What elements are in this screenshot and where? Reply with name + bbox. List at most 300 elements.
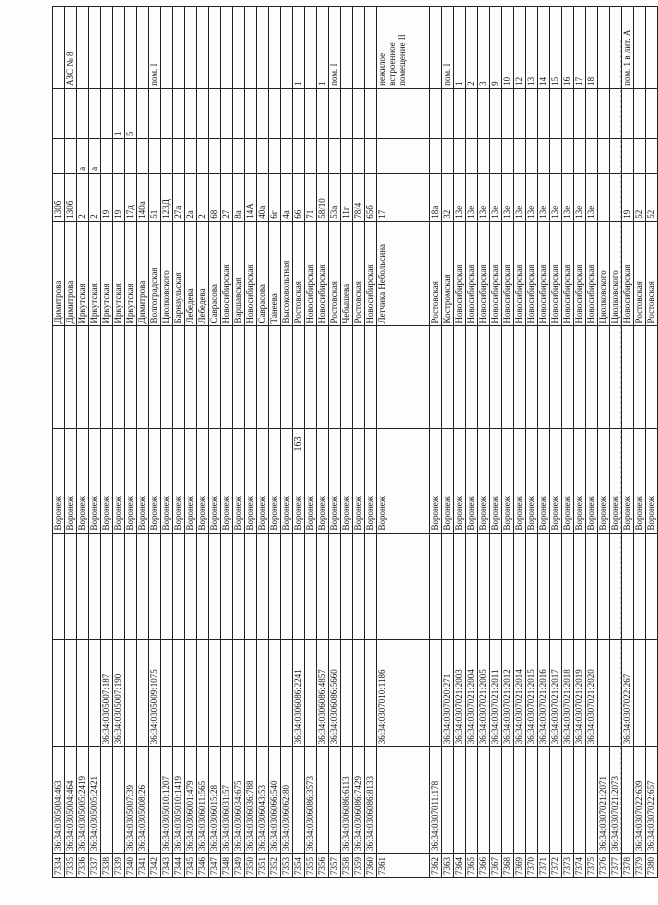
row-number: 7363 <box>442 854 454 878</box>
cadastral-number <box>574 747 586 854</box>
cadastral-number-premise: 36:34:0307021:2014 <box>514 640 526 747</box>
city-cell: Воронеж <box>514 428 526 533</box>
cadastral-number <box>550 747 562 854</box>
note-cell: 12 <box>514 7 526 89</box>
street-cell: Ростовская <box>634 221 646 326</box>
city-cell: Воронеж <box>365 428 377 533</box>
cadastral-number-premise: 36:34:0307020:271 <box>442 640 454 747</box>
cadastral-number <box>466 747 478 854</box>
city-cell: Воронеж <box>550 428 562 533</box>
table-row <box>293 7 305 878</box>
row-number: 7344 <box>173 854 185 878</box>
note-cell: АЗС № 8 <box>65 7 77 89</box>
city-cell: Воронеж <box>430 428 442 533</box>
empty-cell <box>430 326 442 428</box>
letter-cell <box>341 138 353 173</box>
empty-cell <box>365 533 377 640</box>
house-cell <box>610 173 622 221</box>
cadastral-number-premise <box>161 640 173 747</box>
cadastral-number-premise <box>305 640 317 747</box>
empty-cell <box>233 326 245 428</box>
letter-cell <box>293 138 305 173</box>
letter-cell <box>550 138 562 173</box>
empty-cell <box>454 533 466 640</box>
row-number: 7372 <box>550 854 562 878</box>
extra-cell <box>257 88 269 138</box>
empty-cell <box>65 326 77 428</box>
house-cell: 13е <box>586 173 598 221</box>
house-cell: 52 <box>634 173 646 221</box>
empty-cell <box>257 326 269 428</box>
street-cell: Новосибирская <box>305 221 317 326</box>
row-number: 7359 <box>353 854 365 878</box>
house-cell: 13е <box>574 173 586 221</box>
note-cell <box>161 7 173 89</box>
letter-cell <box>149 138 161 173</box>
street-cell: Циолковского <box>610 221 622 326</box>
empty-cell <box>53 326 65 428</box>
cadastral-number-premise: 36:34:0307021:2019 <box>574 640 586 747</box>
empty-cell <box>502 533 514 640</box>
empty-cell <box>245 533 257 640</box>
city-cell: Воронеж <box>89 428 101 533</box>
cadastral-number-premise: 36:34:0307021:2012 <box>502 640 514 747</box>
extra-cell <box>514 88 526 138</box>
row-number: 7378 <box>622 854 634 878</box>
house-cell: 32 <box>442 173 454 221</box>
house-cell: 18а <box>430 173 442 221</box>
empty-cell <box>341 326 353 428</box>
house-cell: 13е <box>562 173 574 221</box>
city-cell: Воронеж <box>197 428 209 533</box>
cadastral-number <box>526 747 538 854</box>
street-cell: Иркутская <box>89 221 101 326</box>
cadastral-number <box>317 747 329 854</box>
cadastral-number <box>478 747 490 854</box>
table-row <box>562 7 574 878</box>
cadastral-number: 36:34:0306001:479 <box>185 747 197 854</box>
empty-cell <box>233 533 245 640</box>
extra-cell: 1 <box>113 88 125 138</box>
table-row <box>478 7 490 878</box>
letter-cell <box>526 138 538 173</box>
extra-cell <box>430 88 442 138</box>
cadastral-number: 36:34:0306086:3573 <box>305 747 317 854</box>
city-cell: Воронеж <box>538 428 550 533</box>
empty-cell <box>149 533 161 640</box>
empty-cell <box>353 326 365 428</box>
extra-cell <box>317 88 329 138</box>
empty-cell <box>622 533 634 640</box>
city-cell: Воронеж <box>161 428 173 533</box>
empty-cell <box>149 326 161 428</box>
cadastral-number <box>538 747 550 854</box>
empty-cell <box>514 326 526 428</box>
letter-cell <box>101 138 113 173</box>
empty-cell <box>209 326 221 428</box>
extra-cell <box>598 88 610 138</box>
city-cell: Воронеж <box>634 428 646 533</box>
table-row <box>442 7 454 878</box>
city-cell: Воронеж <box>245 428 257 533</box>
note-cell <box>305 7 317 89</box>
cadastral-number <box>101 747 113 854</box>
city-cell: Воронеж <box>185 428 197 533</box>
street-cell: Новосибирская <box>478 221 490 326</box>
empty-cell <box>622 326 634 428</box>
house-cell: 52 <box>646 173 658 221</box>
street-cell: Новосибирская <box>538 221 550 326</box>
letter-cell <box>161 138 173 173</box>
city-cell: Воронеж <box>353 428 365 533</box>
letter-cell <box>490 138 502 173</box>
street-cell: Ростовская <box>430 221 442 326</box>
cadastral-number: 36:34:0305008:26 <box>137 747 149 854</box>
row-number: 7360 <box>365 854 377 878</box>
street-cell: Ростовская <box>646 221 658 326</box>
note-cell <box>185 7 197 89</box>
extra-cell <box>365 88 377 138</box>
house-cell: 27а <box>173 173 185 221</box>
row-number: 7371 <box>538 854 550 878</box>
street-cell: Саврасова <box>209 221 221 326</box>
cadastral-number-premise <box>125 640 137 747</box>
empty-cell <box>317 533 329 640</box>
street-cell: Иркутская <box>101 221 113 326</box>
house-cell: 27 <box>221 173 233 221</box>
city-cell: Воронеж <box>490 428 502 533</box>
cadastral-number-premise: 36:34:0307021:2004 <box>466 640 478 747</box>
extra-cell: 5 <box>125 88 137 138</box>
row-number: 7347 <box>209 854 221 878</box>
street-cell: Высоковольтная <box>281 221 293 326</box>
row-number: 7375 <box>586 854 598 878</box>
cadastral-number <box>586 747 598 854</box>
empty-cell <box>466 533 478 640</box>
empty-cell <box>562 326 574 428</box>
table-row <box>466 7 478 878</box>
extra-cell <box>269 88 281 138</box>
cadastral-number <box>149 747 161 854</box>
city-cell: Воронеж <box>442 428 454 533</box>
empty-cell <box>137 326 149 428</box>
cadastral-number: 36:34:0306015:28 <box>209 747 221 854</box>
cadastral-number <box>454 747 466 854</box>
letter-cell <box>365 138 377 173</box>
empty-cell <box>65 533 77 640</box>
extra-cell <box>185 88 197 138</box>
note-cell: 1 <box>293 7 305 89</box>
cadastral-number <box>329 747 341 854</box>
table-row <box>586 7 598 878</box>
note-cell <box>341 7 353 89</box>
house-cell: 19 <box>113 173 125 221</box>
cadastral-number: 36:34:0307022:639 <box>634 747 646 854</box>
city-cell: Воронеж <box>622 428 634 533</box>
empty-cell <box>161 533 173 640</box>
cadastral-number-premise <box>365 640 377 747</box>
city-cell: Воронеж <box>646 428 658 533</box>
cadastral-number-premise: 36:34:0307010:1186 <box>377 640 430 747</box>
city-cell: Воронеж <box>65 428 77 533</box>
extra-cell <box>281 88 293 138</box>
letter-cell <box>377 138 430 173</box>
cadastral-number: 36:34:0305004:463 <box>53 747 65 854</box>
note-cell <box>281 7 293 89</box>
table-row <box>610 7 622 878</box>
cadastral-number-premise <box>65 640 77 747</box>
extra-cell <box>353 88 365 138</box>
registry-table-body <box>53 7 658 878</box>
letter-cell <box>610 138 622 173</box>
letter-cell <box>257 138 269 173</box>
table-row <box>185 7 197 878</box>
street-cell: Циолковского <box>161 221 173 326</box>
empty-cell <box>329 326 341 428</box>
empty-cell <box>77 533 89 640</box>
empty-cell <box>317 326 329 428</box>
extra-cell <box>634 88 646 138</box>
empty-cell <box>101 533 113 640</box>
empty-cell <box>365 326 377 428</box>
empty-cell <box>514 533 526 640</box>
extra-cell <box>101 88 113 138</box>
note-cell <box>53 7 65 89</box>
cadastral-number <box>377 747 430 854</box>
empty-cell <box>646 533 658 640</box>
empty-cell <box>634 533 646 640</box>
letter-cell: а <box>77 138 89 173</box>
row-number: 7357 <box>329 854 341 878</box>
letter-cell <box>53 138 65 173</box>
empty-cell <box>245 326 257 428</box>
city-cell: Воронеж <box>281 428 293 533</box>
note-cell: 1 <box>454 7 466 89</box>
empty-cell <box>173 533 185 640</box>
street-cell: Димитрова <box>53 221 65 326</box>
letter-cell <box>185 138 197 173</box>
empty-cell <box>598 533 610 640</box>
letter-cell <box>137 138 149 173</box>
note-cell <box>197 7 209 89</box>
table-row <box>341 7 353 878</box>
house-cell: 2 <box>77 173 89 221</box>
empty-cell <box>586 533 598 640</box>
row-number: 7343 <box>161 854 173 878</box>
extra-cell <box>562 88 574 138</box>
row-number: 7367 <box>490 854 502 878</box>
city-cell: Воронеж <box>113 428 125 533</box>
letter-cell <box>598 138 610 173</box>
cadastral-number: 36:34:0307021:2073 <box>610 747 622 854</box>
cadastral-number: 36:34:0305004:464 <box>65 747 77 854</box>
empty-cell <box>173 326 185 428</box>
street-cell: Новосибирская <box>490 221 502 326</box>
city-cell: Воронеж <box>269 428 281 533</box>
empty-cell <box>574 326 586 428</box>
house-cell: 130б <box>53 173 65 221</box>
extra-cell <box>377 88 430 138</box>
street-cell: Новосибирская <box>586 221 598 326</box>
cadastral-number-premise <box>257 640 269 747</box>
letter-cell <box>329 138 341 173</box>
note-cell <box>269 7 281 89</box>
note-cell: 2 <box>466 7 478 89</box>
city-cell: Воронеж <box>221 428 233 533</box>
row-number: 7366 <box>478 854 490 878</box>
table-row <box>245 7 257 878</box>
city-cell: Воронеж <box>586 428 598 533</box>
street-cell: Димитрова <box>65 221 77 326</box>
letter-cell <box>269 138 281 173</box>
city-cell: Воронеж <box>562 428 574 533</box>
extra-cell <box>550 88 562 138</box>
letter-cell <box>113 138 125 173</box>
row-number: 7350 <box>245 854 257 878</box>
cadastral-number: 36:34:0306066:540 <box>269 747 281 854</box>
note-cell <box>598 7 610 89</box>
extra-cell <box>526 88 538 138</box>
table-row <box>173 7 185 878</box>
extra-cell <box>245 88 257 138</box>
house-cell: 19 <box>101 173 113 221</box>
empty-cell <box>101 326 113 428</box>
street-cell: Новосибирская <box>562 221 574 326</box>
street-cell: Костромская <box>442 221 454 326</box>
extra-cell <box>646 88 658 138</box>
note-cell: 15 <box>550 7 562 89</box>
letter-cell: а <box>89 138 101 173</box>
extra-cell <box>77 88 89 138</box>
note-cell: пом. I <box>149 7 161 89</box>
cadastral-number-premise: 36:34:0306086:2241 <box>293 640 305 747</box>
street-cell: Новосибирская <box>550 221 562 326</box>
city-cell: Воронеж <box>502 428 514 533</box>
city-cell: Воронеж <box>233 428 245 533</box>
cadastral-number-premise: 36:34:0307021:2005 <box>478 640 490 747</box>
house-cell: 71 <box>305 173 317 221</box>
note-cell: 14 <box>538 7 550 89</box>
empty-cell <box>125 326 137 428</box>
empty-cell <box>377 533 430 640</box>
table-row <box>634 7 646 878</box>
empty-cell <box>89 326 101 428</box>
empty-cell <box>257 533 269 640</box>
cadastral-number-premise: 36:34:0306086:4857 <box>317 640 329 747</box>
empty-cell <box>269 326 281 428</box>
table-row <box>257 7 269 878</box>
cadastral-number-premise <box>53 640 65 747</box>
cadastral-number-premise: 36:34:0307022:267 <box>622 640 634 747</box>
house-cell: 13е <box>550 173 562 221</box>
letter-cell <box>454 138 466 173</box>
extra-cell <box>622 88 634 138</box>
table-row <box>550 7 562 878</box>
cadastral-number-premise <box>209 640 221 747</box>
cadastral-number: 36:34:0306011:565 <box>197 747 209 854</box>
row-number: 7346 <box>197 854 209 878</box>
cadastral-number <box>490 747 502 854</box>
extra-cell <box>478 88 490 138</box>
cadastral-number-premise <box>646 640 658 747</box>
letter-cell <box>125 138 137 173</box>
city-cell: Воронеж <box>137 428 149 533</box>
empty-cell <box>538 326 550 428</box>
cadastral-number: 36:34:0306086:7429 <box>353 747 365 854</box>
letter-cell <box>305 138 317 173</box>
house-cell: 78/4 <box>353 173 365 221</box>
cadastral-number-premise: 36:34:0305007:187 <box>101 640 113 747</box>
row-number: 7335 <box>65 854 77 878</box>
cadastral-number: 36:34:0305007:39 <box>125 747 137 854</box>
street-cell: Танеева <box>269 221 281 326</box>
street-cell: Ростовская <box>329 221 341 326</box>
city-cell: Воронеж <box>454 428 466 533</box>
table-row <box>502 7 514 878</box>
house-cell: 130б <box>65 173 77 221</box>
cadastral-number: 36:34:0306043:53 <box>257 747 269 854</box>
table-row <box>137 7 149 878</box>
house-cell: 65б <box>365 173 377 221</box>
street-cell: Новосибирская <box>514 221 526 326</box>
street-cell: Саврасова <box>257 221 269 326</box>
city-cell: Воронеж <box>77 428 89 533</box>
extra-cell <box>490 88 502 138</box>
city-cell: Воронеж <box>173 428 185 533</box>
street-cell: Циолковского <box>598 221 610 326</box>
note-cell: 13 <box>526 7 538 89</box>
empty-cell <box>562 533 574 640</box>
table-row <box>269 7 281 878</box>
cadastral-number-premise <box>185 640 197 747</box>
cadastral-number: 36:34:0307021:2071 <box>598 747 610 854</box>
cadastral-number <box>622 747 634 854</box>
letter-cell <box>502 138 514 173</box>
note-cell: 16 <box>562 7 574 89</box>
table-row <box>538 7 550 878</box>
note-cell <box>353 7 365 89</box>
note-cell <box>646 7 658 89</box>
house-cell: 40а <box>257 173 269 221</box>
empty-cell <box>221 533 233 640</box>
street-cell: Летчика Небольсина <box>377 221 430 326</box>
house-cell: 68 <box>209 173 221 221</box>
street-cell: Ростовская <box>293 221 305 326</box>
empty-cell <box>209 533 221 640</box>
cadastral-number-premise <box>598 640 610 747</box>
letter-cell <box>233 138 245 173</box>
note-cell <box>137 7 149 89</box>
house-cell: 13е <box>454 173 466 221</box>
empty-cell <box>490 533 502 640</box>
table-row <box>209 7 221 878</box>
table-row <box>377 7 430 878</box>
house-cell: 13е <box>466 173 478 221</box>
house-cell: 13е <box>478 173 490 221</box>
cadastral-number-premise <box>281 640 293 747</box>
row-number: 7377 <box>610 854 622 878</box>
row-number: 7358 <box>341 854 353 878</box>
table-row <box>305 7 317 878</box>
empty-cell <box>526 326 538 428</box>
street-cell: Новосибирская <box>466 221 478 326</box>
empty-cell <box>442 326 454 428</box>
letter-cell <box>281 138 293 173</box>
row-number: 7380 <box>646 854 658 878</box>
empty-cell <box>113 326 125 428</box>
table-row <box>233 7 245 878</box>
house-cell: 66 <box>293 173 305 221</box>
